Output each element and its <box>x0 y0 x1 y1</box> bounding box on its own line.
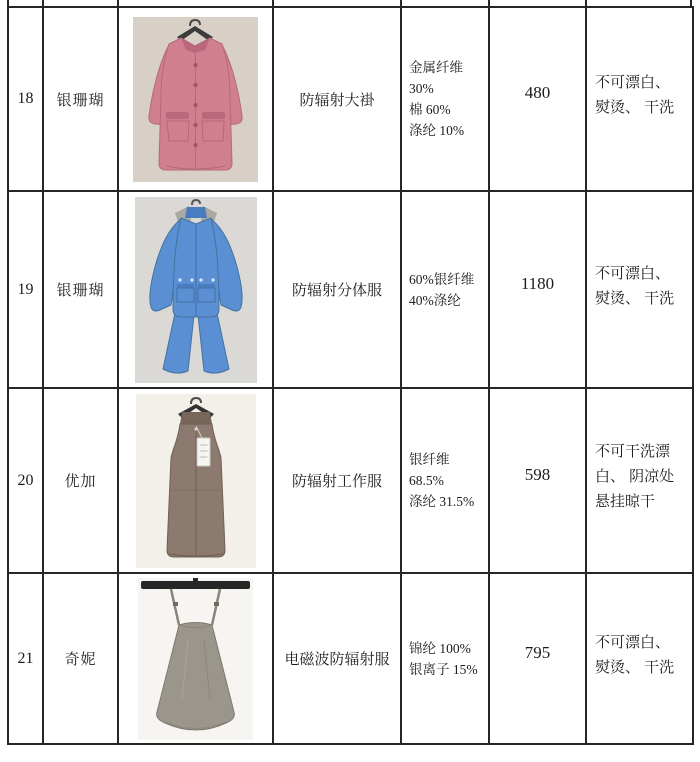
photo-cell <box>118 573 273 744</box>
coat-button <box>194 83 198 87</box>
care-line: 不可漂白、 <box>595 633 671 651</box>
product-photo-pink-coat <box>133 17 258 182</box>
photo-cell <box>118 388 273 573</box>
brand-cell <box>43 7 118 191</box>
material-line: 金属纤维 <box>409 60 463 75</box>
row-number: 19 <box>17 280 34 298</box>
table-row-21 <box>8 573 693 744</box>
photo-cell <box>118 7 273 191</box>
snap-button <box>211 278 214 281</box>
product-photo-silver-slip <box>138 578 253 740</box>
strap-slider <box>214 602 219 606</box>
hang-tag <box>197 438 210 466</box>
coat-button <box>194 143 198 147</box>
coat-button <box>194 123 198 127</box>
care-line: 不可干洗漂 <box>595 443 671 460</box>
material-line: 棉 60% <box>409 102 451 117</box>
material-cell <box>401 191 489 388</box>
row-number-cell <box>8 573 43 744</box>
material-cell <box>401 388 489 573</box>
price-value: 598 <box>524 464 551 484</box>
product-photo-taupe-vest <box>136 394 256 568</box>
hanger-bar-icon <box>141 581 250 589</box>
coat-pocket-flap <box>166 112 189 119</box>
care-cell <box>586 388 693 573</box>
product-photo-blue-suit <box>135 197 257 383</box>
care-line: 不可漂白、 <box>595 74 671 91</box>
price-value: 1180 <box>520 273 555 293</box>
snap-button <box>190 278 193 281</box>
coat-button <box>194 63 198 67</box>
material-line: 涤纶 31.5% <box>409 494 475 509</box>
care-line: 悬挂晾干 <box>595 493 656 510</box>
material-line: 锦纶 100% <box>409 640 471 656</box>
row-number: 20 <box>17 471 34 489</box>
brand-cell <box>43 573 118 744</box>
jacket-collar <box>185 207 207 218</box>
care-cell <box>586 7 693 191</box>
material-line: 40%涤纶 <box>409 292 461 308</box>
price-cell <box>489 388 586 573</box>
price-value: 795 <box>524 642 551 662</box>
price-cell <box>489 573 586 744</box>
coat-pocket-flap <box>202 112 225 119</box>
material-line: 68.5% <box>409 473 444 488</box>
table-row-19 <box>8 191 693 388</box>
material-line: 60%银纤维 <box>409 271 475 287</box>
price-cell <box>489 191 586 388</box>
product-name: 防辐射工作服 <box>291 473 382 490</box>
product-name-cell <box>273 191 401 388</box>
product-name-cell <box>273 388 401 573</box>
brand-cell <box>43 388 118 573</box>
material-line: 银纤维 <box>409 452 450 467</box>
table-row-20 <box>8 388 693 573</box>
care-line: 熨烫、 干洗 <box>595 99 675 116</box>
material-line: 30% <box>409 81 434 96</box>
product-name: 防辐射大褂 <box>299 91 375 109</box>
product-name-cell <box>273 573 401 744</box>
snap-button <box>178 278 181 281</box>
table-row-18 <box>8 7 693 191</box>
care-line: 熨烫、 干洗 <box>595 658 675 676</box>
material-cell <box>401 7 489 191</box>
material-line: 银离子 15% <box>409 661 478 677</box>
brand-name: 奇妮 <box>64 651 97 668</box>
row-number-cell <box>8 388 43 573</box>
brand-name: 银珊瑚 <box>56 91 105 109</box>
jacket-pocket-flap <box>198 284 215 288</box>
coat-button <box>194 103 198 107</box>
price-value: 480 <box>524 83 551 102</box>
strap-slider <box>173 602 178 606</box>
product-name: 电磁波防辐射服 <box>284 651 390 668</box>
care-line: 熨烫、 干洗 <box>595 289 675 307</box>
product-name-cell <box>273 7 401 191</box>
brand-name: 优加 <box>64 473 97 490</box>
row-number-cell <box>8 191 43 388</box>
care-line: 白、 阴凉处 <box>595 468 675 485</box>
material-line: 涤纶 10% <box>409 123 465 138</box>
care-cell <box>586 573 693 744</box>
vest-collar <box>180 412 212 424</box>
row-number: 21 <box>17 649 34 667</box>
material-cell <box>401 573 489 744</box>
product-name: 防辐射分体服 <box>291 282 382 299</box>
jacket-pocket-flap <box>177 284 194 288</box>
care-line: 不可漂白、 <box>595 264 671 282</box>
care-cell <box>586 191 693 388</box>
photo-cell <box>118 191 273 388</box>
row-number-cell <box>8 7 43 191</box>
snap-button <box>199 278 202 281</box>
price-cell <box>489 7 586 191</box>
row-number: 18 <box>17 90 34 107</box>
brand-cell <box>43 191 118 388</box>
product-table <box>7 6 694 745</box>
brand-name: 银珊瑚 <box>56 282 105 299</box>
